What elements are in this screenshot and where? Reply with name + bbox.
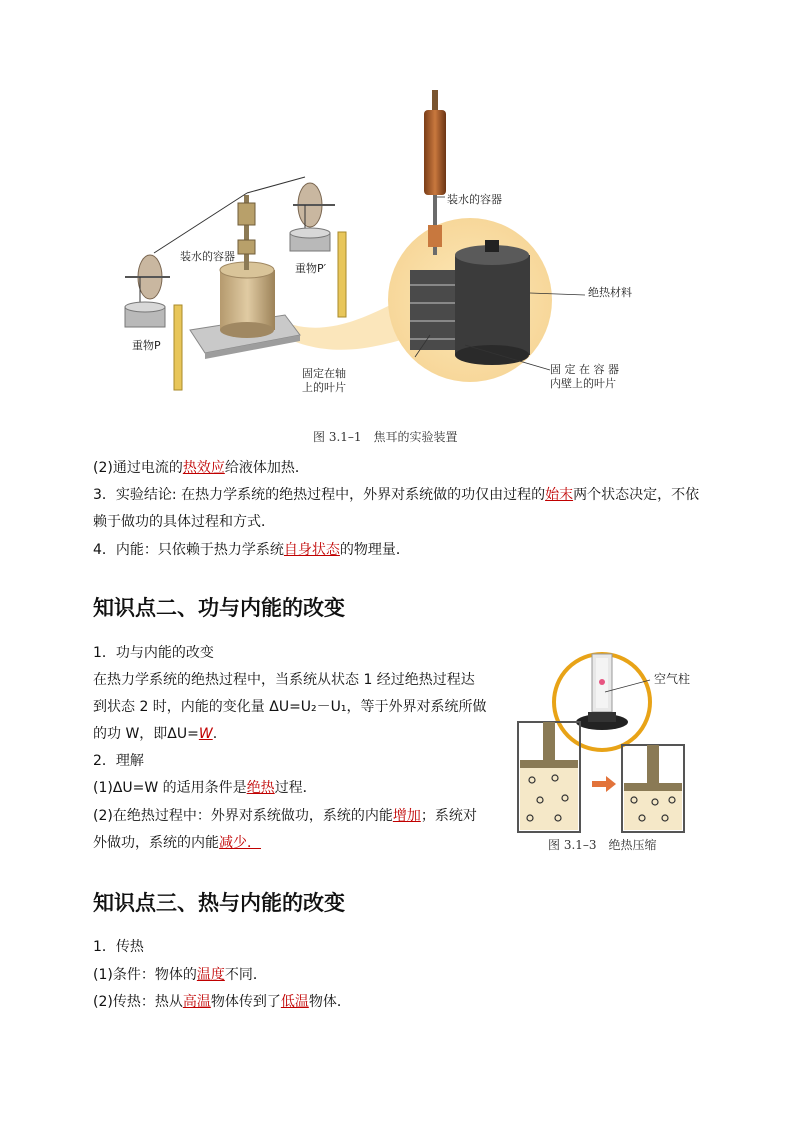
label-container-left: 装水的容器 — [180, 250, 235, 263]
text: 两个状态决定，不依 — [573, 487, 700, 503]
text: 给液体加热． — [224, 460, 309, 476]
answer-blank: W — [198, 726, 213, 742]
label-fixed-wall-2: 内壁上的叶片 — [550, 377, 616, 390]
heading-knowledge-point-3: 知识点三、热与内能的改变 — [93, 891, 345, 915]
label-weight-p-prime: 重物P′ — [295, 262, 327, 275]
text: (2)通过电流的 — [93, 460, 183, 476]
line-heat-effect — [93, 458, 309, 478]
label-fixed-wall-1: 固 定 在 容 器 — [550, 363, 619, 376]
answer-blank: 始末 — [545, 487, 574, 503]
label-fixed-shaft-1: 固定在轴 — [302, 367, 346, 380]
answer-blank: 减少． — [219, 835, 261, 851]
text: 不同． — [224, 967, 267, 983]
text: 外做功，系统的内能 — [93, 835, 219, 851]
item-work-internal-energy: 1．功与内能的改变 — [93, 645, 214, 661]
answer-blank: 自身状态 — [283, 542, 340, 558]
answer-blank: 热效应 — [182, 460, 225, 476]
para1-line-a: 在热力学系统的绝热过程中，当系统从状态 1 经过绝热过程达 — [93, 672, 475, 688]
text: 的物理量． — [339, 542, 410, 558]
condition-line — [93, 965, 267, 985]
text: 过程． — [274, 780, 317, 796]
answer-blank: 增加 — [392, 808, 421, 824]
joule-apparatus-illustration — [110, 85, 670, 405]
line-conclusion — [93, 485, 699, 505]
line-internal-energy — [93, 540, 410, 560]
item-understanding: 2．理解 — [93, 753, 144, 769]
text: 的功 W，即ΔU= — [93, 726, 199, 742]
label-weight-p: 重物P — [132, 339, 161, 352]
para1-line-b: 到状态 2 时，内能的变化量 ΔU=U₂－U₁，等于外界对系统所做 — [93, 699, 487, 715]
understanding-2 — [93, 806, 477, 826]
label-air-column: 空气柱 — [654, 672, 691, 686]
text: 3．实验结论: 在热力学系统的绝热过程中，外界对系统做的功仅由过程的 — [93, 487, 546, 503]
answer-blank: 绝热 — [246, 780, 275, 796]
answer-blank: 低温 — [280, 994, 309, 1010]
text: (2)传热：热从 — [93, 994, 183, 1010]
figure3-caption: 图 3.1–3 绝热压缩 — [548, 838, 657, 852]
figure1-caption: 图 3.1–1 焦耳的实验装置 — [313, 430, 458, 444]
answer-blank: 高温 — [182, 994, 211, 1010]
adiabatic-compression-figure — [510, 650, 710, 835]
text: ；系统对 — [420, 808, 477, 824]
transfer-line — [93, 992, 351, 1012]
text: 4．内能：只依赖于热力学系统 — [93, 542, 284, 558]
text: 物体传到了 — [210, 994, 281, 1010]
text: (1)条件：物体的 — [93, 967, 197, 983]
line-conclusion-cont: 赖于做功的具体过程和方式． — [93, 514, 275, 530]
text: (1)ΔU=W 的适用条件是 — [93, 780, 247, 796]
text: (2)在绝热过程中：外界对系统做功，系统的内能 — [93, 808, 393, 824]
label-fixed-shaft-2: 上的叶片 — [302, 381, 346, 394]
joule-apparatus-figure — [110, 85, 670, 405]
answer-blank: 温度 — [196, 967, 225, 983]
item-heat-transfer: 1．传热 — [93, 939, 144, 955]
para1-line-c: 的功 W，即ΔU=W. — [93, 726, 218, 742]
label-insulation: 绝热材料 — [588, 286, 632, 299]
heading-knowledge-point-2: 知识点二、功与内能的改变 — [93, 596, 345, 620]
understanding-1 — [93, 778, 317, 798]
text: 物体． — [308, 994, 351, 1010]
understanding-2-cont — [93, 833, 261, 853]
label-container-right: 装水的容器 — [447, 193, 502, 206]
